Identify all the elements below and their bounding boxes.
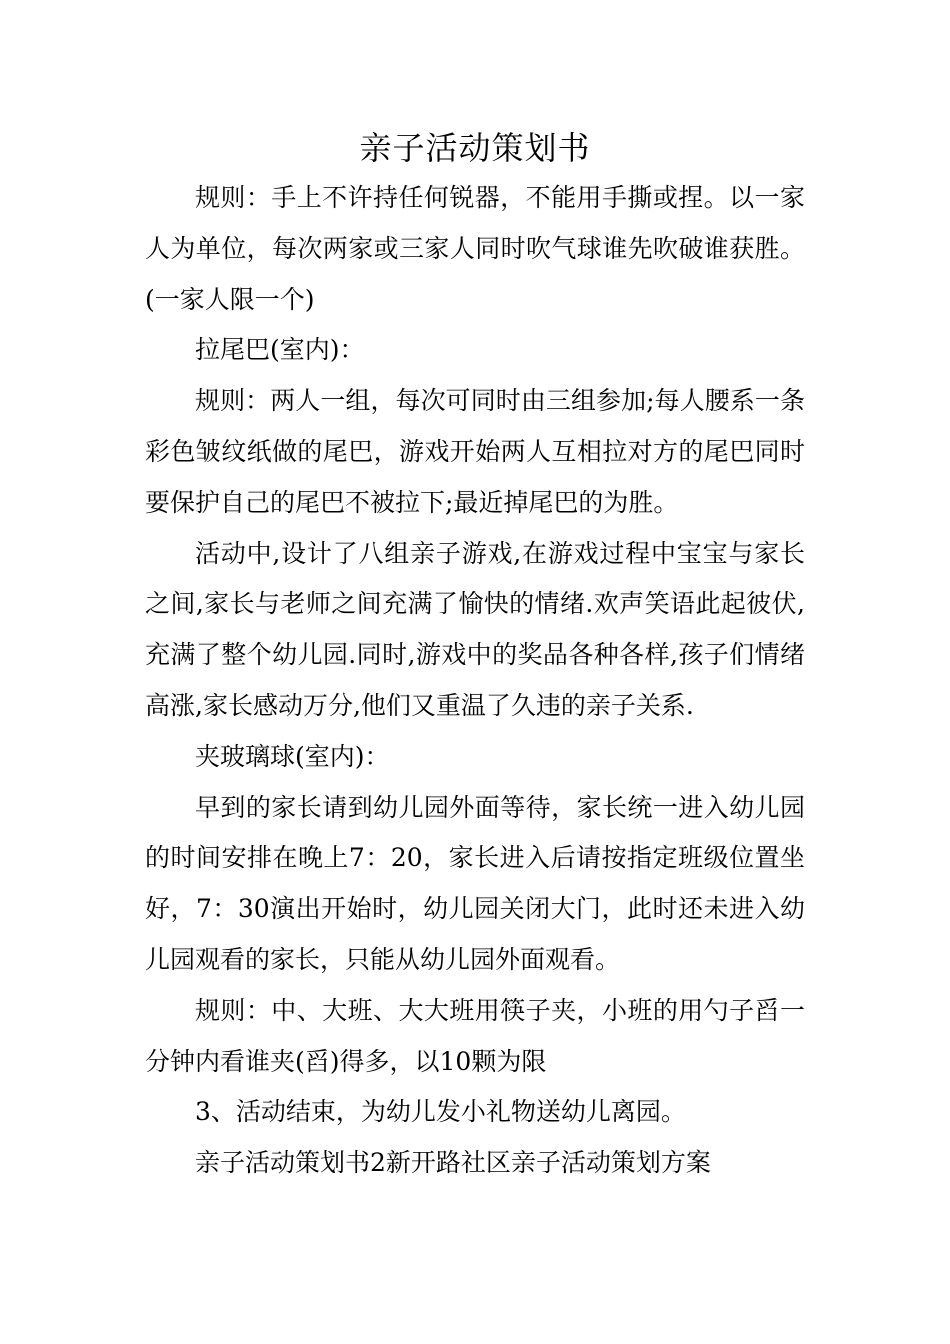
- paragraph-balloon-rules: 规则：手上不许持任何锐器，不能用手撕或捏。以一家人为单位，每次两家或三家人同时吹气球谁先吹破谁获胜。(一家人限一个): [145, 183, 805, 314]
- paragraph-marble-rules: 规则：中、大班、大大班用筷子夹，小班的用勺子舀一分钟内看谁夹(舀)得多，以10颗为限: [145, 995, 805, 1076]
- paragraph-tail-heading: 拉尾巴(室内)：: [195, 335, 365, 365]
- paragraph-activity-end: 3、活动结束，为幼儿发小礼物送幼儿离园。: [195, 1097, 686, 1127]
- paragraph-activity-summary: 活动中,设计了八组亲子游戏,在游戏过程中宝宝与家长之间,家长与老师之间充满了愉快的情绪.欢声笑语此起彼伏,充满了整个幼儿园.同时,游戏中的奖品各种各样,孩子们情绪高涨,家长感动万分,他们又重温了久违的亲子关系.: [145, 538, 805, 720]
- paragraph-tail-rules: 规则：两人一组，每次可同时由三组参加;每人腰系一条彩色皱纹纸做的尾巴，游戏开始两人互相拉对方的尾巴同时要保护自己的尾巴不被拉下;最近掉尾巴的为胜。: [145, 386, 805, 517]
- paragraph-next-plan-title: 亲子活动策划书2新开路社区亲子活动策划方案: [195, 1148, 711, 1178]
- document-body: [145, 173, 805, 1189]
- paragraph-arrival-schedule: 早到的家长请到幼儿园外面等待，家长统一进入幼儿园的时间安排在晚上7：20，家长进入后请按指定班级位置坐好，7：30演出开始时，幼儿园关闭大门，此时还未进入幼儿园观看的家长，只能从幼儿园外面观看。: [145, 792, 805, 974]
- page-title: 亲子活动策划书: [359, 129, 591, 167]
- paragraph-marble-heading: 夹玻璃球(室内)：: [195, 741, 390, 771]
